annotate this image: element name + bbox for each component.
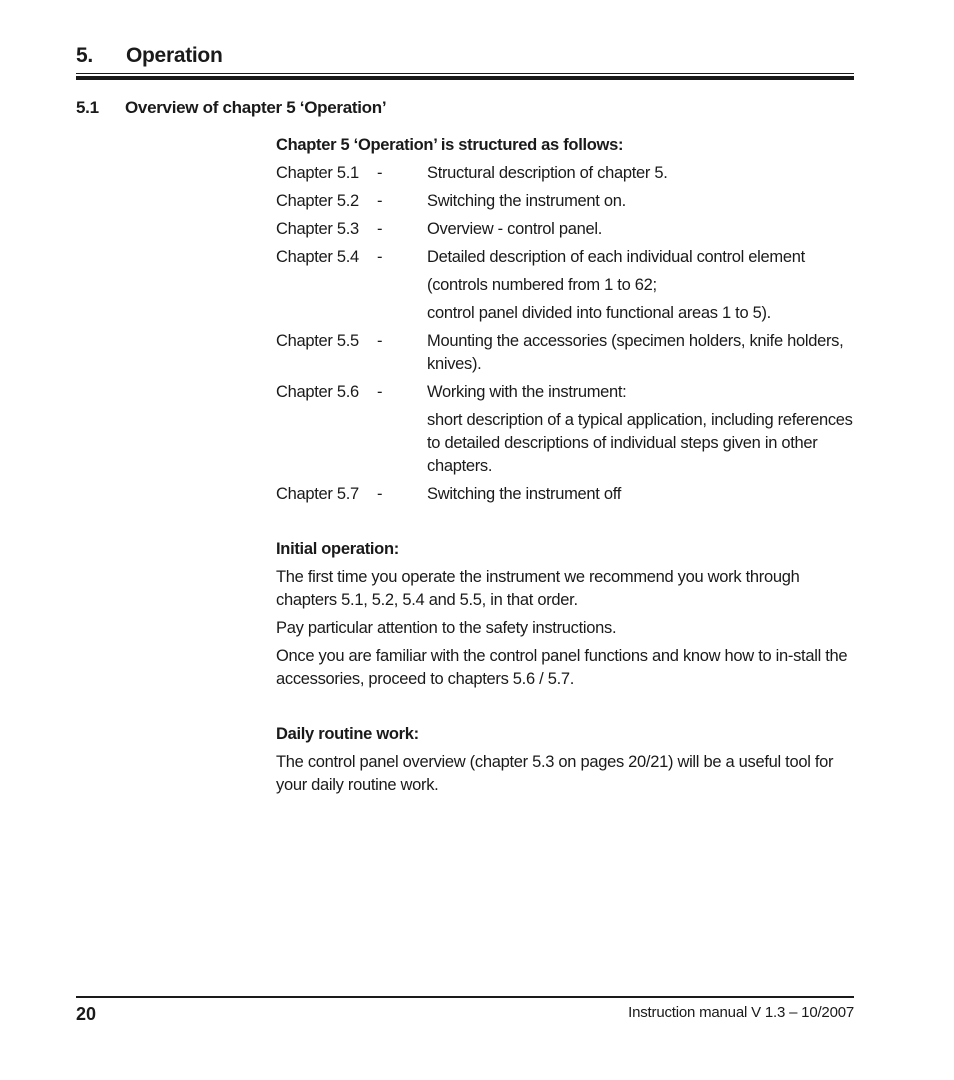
chapter-list <box>276 162 856 506</box>
main-content <box>276 134 856 802</box>
header-rule-thick <box>76 76 854 80</box>
chapter-dash: - <box>377 485 383 503</box>
chapter-label: Chapter 5.4 <box>276 248 359 266</box>
chapter-label: Chapter 5.5 <box>276 332 359 350</box>
chapter-description <box>427 330 856 376</box>
page-number: 20 <box>76 1004 97 1024</box>
section-title: Operation <box>126 44 223 67</box>
chapter-dash: - <box>377 192 383 210</box>
section-heading <box>76 44 854 68</box>
footer-manual-version: Instruction manual V 1.3 – 10/2007 <box>628 1004 854 1021</box>
chapter-description <box>427 381 856 478</box>
chapter-dash: - <box>377 164 383 182</box>
chapter-description <box>427 483 856 506</box>
initial-operation-paragraph: The first time you operate the instrument we recommend you work through chapters 5.1, 5.2, 5.4 and 5.5, in that order. <box>276 568 800 609</box>
structure-intro: Chapter 5 ‘Operation’ is structured as follows: <box>276 136 624 154</box>
chapter-dash: - <box>377 383 383 401</box>
chapter-row-5-4 <box>276 246 856 325</box>
chapter-description <box>427 162 856 185</box>
chapter-label: Chapter 5.7 <box>276 485 359 503</box>
chapter-dash: - <box>377 332 383 350</box>
subsection-heading <box>76 98 386 118</box>
chapter-description-line: Switching the instrument on. <box>427 192 626 210</box>
daily-routine-heading: Daily routine work: <box>276 725 419 743</box>
initial-operation-heading: Initial operation: <box>276 540 399 558</box>
chapter-row-5-6 <box>276 381 856 478</box>
chapter-row-5-3 <box>276 218 856 241</box>
chapter-description <box>427 246 856 325</box>
initial-operation-paragraph: Pay particular attention to the safety instructions. <box>276 619 617 637</box>
chapter-description-line: short description of a typical application, including references to detailed descriptions of individual steps given in other chapters. <box>427 411 853 475</box>
chapter-description-line: Detailed description of each individual control element <box>427 248 805 266</box>
chapter-row-5-1 <box>276 162 856 185</box>
chapter-row-5-7 <box>276 483 856 506</box>
chapter-label: Chapter 5.3 <box>276 220 359 238</box>
chapter-label: Chapter 5.6 <box>276 383 359 401</box>
subsection-number: 5.1 <box>76 98 99 117</box>
chapter-description <box>427 190 856 213</box>
chapter-row-5-2 <box>276 190 856 213</box>
chapter-description-line: Structural description of chapter 5. <box>427 164 668 182</box>
footer-rule <box>76 996 854 998</box>
chapter-row-5-5 <box>276 330 856 376</box>
chapter-description <box>427 218 856 241</box>
header-rule-thin <box>76 73 854 74</box>
chapter-dash: - <box>377 248 383 266</box>
section-number: 5. <box>76 44 93 67</box>
chapter-description-line: control panel divided into functional areas 1 to 5). <box>427 304 771 322</box>
daily-routine-paragraph: The control panel overview (chapter 5.3 on pages 20/21) will be a useful tool for your daily routine work. <box>276 753 834 794</box>
subsection-title: Overview of chapter 5 ‘Operation’ <box>125 98 387 117</box>
chapter-description-line: Working with the instrument: <box>427 383 627 401</box>
chapter-description-line: (controls numbered from 1 to 62; <box>427 276 657 294</box>
chapter-description-line: Mounting the accessories (specimen holders, knife holders, knives). <box>427 332 844 373</box>
chapter-label: Chapter 5.2 <box>276 192 359 210</box>
chapter-dash: - <box>377 220 383 238</box>
chapter-description-line: Switching the instrument off <box>427 485 621 503</box>
chapter-description-line: Overview - control panel. <box>427 220 602 238</box>
initial-operation-paragraph: Once you are familiar with the control panel functions and know how to in-stall the accessories, proceed to chapters 5.6 / 5.7. <box>276 647 848 688</box>
chapter-label: Chapter 5.1 <box>276 164 359 182</box>
